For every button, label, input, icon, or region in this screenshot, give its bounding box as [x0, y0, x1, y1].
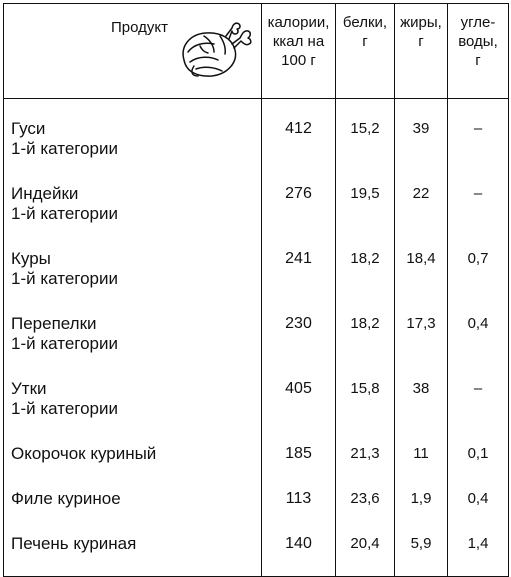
product-name: Перепелки 1-й категории — [4, 314, 262, 379]
protein-value: 18,2 — [336, 314, 395, 379]
table-row — [4, 534, 509, 577]
table-row — [4, 314, 509, 379]
nutrition-table — [3, 3, 509, 577]
protein-value: 20,4 — [336, 534, 395, 577]
fat-value: 22 — [395, 184, 448, 249]
kcal-value: 241 — [262, 249, 336, 314]
product-name: Куры 1-й категории — [4, 249, 262, 314]
kcal-value: 405 — [262, 379, 336, 444]
fat-value: 17,3 — [395, 314, 448, 379]
protein-value: 18,2 — [336, 249, 395, 314]
table-row — [4, 444, 509, 489]
carbs-value: 0,4 — [448, 314, 509, 379]
header-protein: белки, г — [336, 4, 395, 99]
fat-value: 18,4 — [395, 249, 448, 314]
kcal-value: 140 — [262, 534, 336, 577]
header-row — [4, 4, 509, 99]
protein-value: 23,6 — [336, 489, 395, 534]
carbs-value: 0,1 — [448, 444, 509, 489]
header-kcal: калории, ккал на 100 г — [262, 4, 336, 99]
table-row — [4, 184, 509, 249]
table-row — [4, 379, 509, 444]
table-row — [4, 99, 509, 185]
product-name: Утки 1-й категории — [4, 379, 262, 444]
fat-value: 1,9 — [395, 489, 448, 534]
protein-value: 15,2 — [336, 99, 395, 185]
fat-value: 38 — [395, 379, 448, 444]
table-row — [4, 489, 509, 534]
protein-value: 19,5 — [336, 184, 395, 249]
carbs-value: – — [448, 184, 509, 249]
header-product-label: Продукт — [111, 19, 168, 36]
carbs-value: 0,7 — [448, 249, 509, 314]
carbs-value: 0,4 — [448, 489, 509, 534]
product-name: Индейки 1-й категории — [4, 184, 262, 249]
carbs-value: – — [448, 99, 509, 185]
kcal-value: 230 — [262, 314, 336, 379]
chicken-icon — [174, 16, 256, 84]
header-fat: жиры, г — [395, 4, 448, 99]
kcal-value: 185 — [262, 444, 336, 489]
product-name: Печень куриная — [4, 534, 262, 577]
kcal-value: 113 — [262, 489, 336, 534]
fat-value: 11 — [395, 444, 448, 489]
fat-value: 5,9 — [395, 534, 448, 577]
product-name: Филе куриное — [4, 489, 262, 534]
table-row — [4, 249, 509, 314]
header-product — [4, 4, 262, 99]
protein-value: 21,3 — [336, 444, 395, 489]
kcal-value: 276 — [262, 184, 336, 249]
header-carbs: угле- воды, г — [448, 4, 509, 99]
carbs-value: – — [448, 379, 509, 444]
carbs-value: 1,4 — [448, 534, 509, 577]
product-name: Окорочок куриный — [4, 444, 262, 489]
kcal-value: 412 — [262, 99, 336, 185]
fat-value: 39 — [395, 99, 448, 185]
protein-value: 15,8 — [336, 379, 395, 444]
product-name: Гуси 1-й категории — [4, 99, 262, 185]
